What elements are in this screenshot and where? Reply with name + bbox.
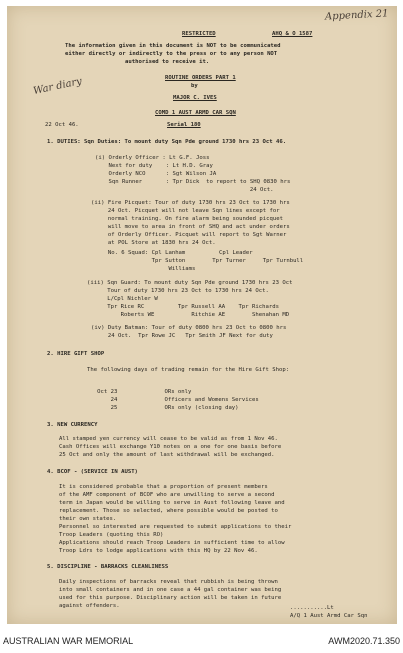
section-line: Personnel so interested are requested to submit applications to their xyxy=(59,524,292,530)
section-line: Troop Leaders (quoting this RO) xyxy=(59,532,164,538)
section-line: 24 Officers and Womens Services xyxy=(87,397,259,403)
handwritten-appendix-note: Appendix 21 xyxy=(324,8,389,23)
notice-line: either directly or indirectly to the press or to any person NOT xyxy=(65,51,278,57)
section-line: It is considered probable that a proportion of present members xyxy=(59,484,268,490)
section-heading: 5. DISCIPLINE - BARRACKS CLEANLINESS xyxy=(47,564,169,570)
section-line: 25 ORs only (closing day) xyxy=(87,405,239,411)
section-line: Tour of duty 1730 hrs 23 Oct to 1730 hrs 24 Oct. xyxy=(87,288,269,294)
section-line: Tpr Sutton Tpr Turner Tpr Turnbull xyxy=(91,258,304,264)
section-line: against offenders. xyxy=(59,603,120,609)
section-line: term in Japan would be willing to serve in Aust following leave and xyxy=(59,500,285,506)
title-line: COMD 1 AUST ARMD CAR SQN xyxy=(155,110,236,116)
section-line: Sqn Runner : Tpr Dick to report to SHQ 0830 hrs xyxy=(95,179,291,185)
section-line: of Orderly Officer. Picquet will report to Sgt Warner xyxy=(91,232,287,238)
section-line: (iii) Sqn Guard: To mount duty Sqn Pde ground 1730 hrs 23 Oct xyxy=(87,280,293,286)
section-line: their own states. xyxy=(59,516,117,522)
notice-line: The information given in this document is NOT to be communicated xyxy=(65,43,281,49)
handwritten-war-diary-note: War diary xyxy=(32,75,83,98)
section-line: Roberts WE Ritchie AE Shenahan MD xyxy=(87,312,290,318)
section-line: Oct 23 ORs only xyxy=(87,389,192,395)
notice-line: authorised to receive it. xyxy=(125,59,210,65)
section-line: Williams xyxy=(91,266,196,272)
section-line: 24 Oct. Picquet will not leave Sqn lines except for xyxy=(91,208,280,214)
section-line: No. 6 Squad: Cpl Lanham Cpl Leader xyxy=(91,250,253,256)
section-line: 25 Oct and only the amount of last withdrawal will be exchanged. xyxy=(59,452,275,458)
reference-number: AHQ & O 1587 xyxy=(272,31,313,37)
section-line: The following days of trading remain for the Hire Gift Shop: xyxy=(87,367,290,373)
archive-footer xyxy=(0,627,403,653)
title-line: MAJOR C. IVES xyxy=(173,95,217,101)
section-line: (ii) Fire Picquet: Tour of duty 1730 hrs 23 Oct to 1730 hrs xyxy=(91,200,290,206)
section-line: All stamped yen currency will cease to be valid as from 1 Nov 46. xyxy=(59,436,278,442)
section-line: Applications should reach Troop Leaders in sufficient time to allow xyxy=(59,540,285,546)
section-line: L/Cpl Nichler W xyxy=(87,296,158,302)
section-line: Next for duty : Lt H.D. Gray xyxy=(95,163,213,169)
serial-number: Serial 180 xyxy=(167,122,201,128)
section-line: (iv) Duty Batman: Tour of duty 0800 hrs 23 Oct to 0800 hrs xyxy=(91,325,287,331)
section-line: at POL Store at 1830 hrs 24 Oct. xyxy=(91,240,216,246)
signature-title: A/Q 1 Aust Armd Car Sqn xyxy=(290,613,368,619)
document-page xyxy=(7,6,397,624)
section-line: Orderly NCO : Sgt Wilson JA xyxy=(95,171,217,177)
section-line: normal training. On fire alarm being sounded picquet xyxy=(91,216,283,222)
section-heading: 4. BCOF - (SERVICE IN AUST) xyxy=(47,469,138,475)
section-heading: 2. HIRE GIFT SHOP xyxy=(47,351,105,357)
section-line: of the AMF component of BCOF who are unwilling to serve a second xyxy=(59,492,275,498)
archive-name: AUSTRALIAN WAR MEMORIAL xyxy=(3,636,134,646)
section-line: into small containers and in one case a 44 gal container was being xyxy=(59,587,282,593)
section-heading: 1. DUTIES: Sqn Duties: To mount duty Sqn Pde ground 1730 hrs 23 Oct 46. xyxy=(47,139,287,145)
section-line: Tpr Rice RC Tpr Russell AA Tpr Richards xyxy=(87,304,279,310)
section-heading: 3. NEW CURRENCY xyxy=(47,422,98,428)
section-line: Daily inspections of barracks reveal that rubbish is being thrown xyxy=(59,579,278,585)
section-line: replacement. Those so selected, where possible would be posted to xyxy=(59,508,278,514)
section-line: 24 Oct. xyxy=(95,187,274,193)
section-line: (i) Orderly Officer : Lt G.F. Joss xyxy=(95,155,210,161)
archive-reference: AWM2020.71.350 xyxy=(328,636,400,646)
section-line: Cash Offices will exchange Y10 notes on a one for one basis before xyxy=(59,444,282,450)
order-date: 22 Oct 46. xyxy=(45,122,79,128)
classification-label: RESTRICTED xyxy=(182,31,216,37)
signature-line: ...........Lt xyxy=(290,605,334,611)
title-line: ROUTINE ORDERS PART 1 xyxy=(165,75,236,81)
section-line: will move to area in front of SHQ and act under orders xyxy=(91,224,290,230)
section-line: Troop Ldrs to lodge applications with this HQ by 22 Nov 46. xyxy=(59,548,258,554)
section-line: used for this purpose. Disciplinary action will be taken in future xyxy=(59,595,282,601)
title-line: by xyxy=(191,83,198,89)
section-line: 24 Oct. Tpr Rowe JC Tpr Smith JF Next for duty xyxy=(91,333,273,339)
